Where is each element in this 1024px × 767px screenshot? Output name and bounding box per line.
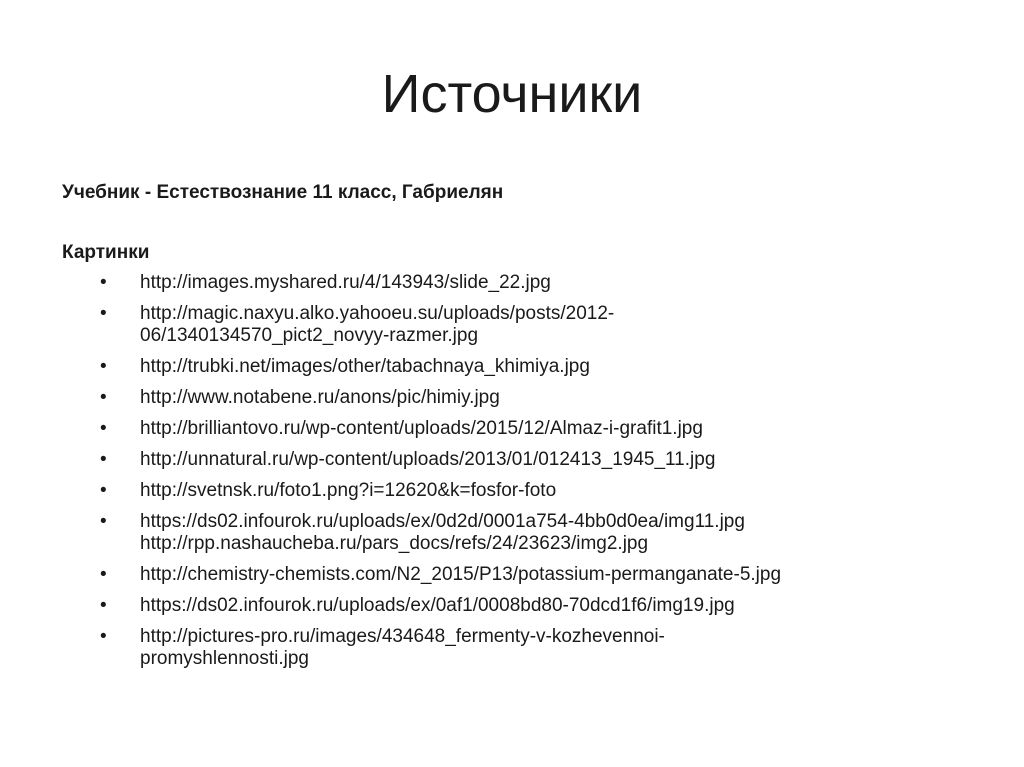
bullet-icon: •	[100, 564, 107, 585]
source-url-text: http://unnatural.ru/wp-content/uploads/2013/01/012413_1945_11.jpg	[140, 449, 716, 470]
source-list-item	[62, 418, 972, 440]
source-url-text: https://ds02.infourok.ru/uploads/ex/0af1/0008bd80-70dcd1f6/img19.jpg	[140, 595, 735, 616]
source-url-text: http://www.notabene.ru/anons/pic/himiy.jpg	[140, 387, 500, 408]
source-list-item	[62, 272, 972, 294]
bullet-icon: •	[100, 480, 107, 501]
source-list-item	[62, 480, 972, 502]
source-url-text: http://images.myshared.ru/4/143943/slide_22.jpg	[140, 272, 551, 293]
source-list-item	[62, 511, 972, 555]
sources-list	[62, 272, 982, 670]
source-url-text: http://svetnsk.ru/foto1.png?i=12620&k=fosfor-foto	[140, 480, 557, 501]
bullet-icon: •	[100, 303, 107, 324]
pictures-heading: Картинки	[62, 242, 150, 263]
bullet-icon: •	[100, 595, 107, 616]
slide-title: Источники	[381, 64, 643, 124]
bullet-icon: •	[100, 272, 107, 293]
bullet-icon: •	[100, 356, 107, 377]
bullet-icon: •	[100, 626, 107, 647]
source-url-text: http://brilliantovo.ru/wp-content/uploads/2015/12/Almaz-i-grafit1.jpg	[140, 418, 703, 439]
source-list-item	[62, 449, 972, 471]
source-url-text: http://magic.naxyu.alko.yahooeu.su/uploads/posts/2012-	[140, 303, 615, 324]
source-url-text: promyshlennosti.jpg	[140, 648, 309, 669]
bullet-icon: •	[100, 418, 107, 439]
source-list-item	[62, 595, 972, 617]
source-url-text: 06/1340134570_pict2_novyy-razmer.jpg	[140, 325, 479, 346]
source-url-text: https://ds02.infourok.ru/uploads/ex/0d2d/0001a754-4bb0d0ea/img11.jpg	[140, 511, 745, 532]
source-url-text: http://chemistry-chemists.com/N2_2015/P13/potassium-permanganate-5.jpg	[140, 564, 782, 585]
source-url-text: http://pictures-pro.ru/images/434648_fermenty-v-kozhevennoi-	[140, 626, 665, 647]
source-list-item	[62, 564, 972, 586]
textbook-reference: Учебник - Естествознание 11 класс, Габриелян	[62, 182, 504, 203]
bullet-icon: •	[100, 387, 107, 408]
source-url-text: http://trubki.net/images/other/tabachnaya_khimiya.jpg	[140, 356, 590, 377]
slide-content	[62, 180, 982, 679]
source-list-item	[62, 303, 972, 347]
source-list-item	[62, 356, 972, 378]
bullet-icon: •	[100, 511, 107, 532]
source-url-text: http://rpp.nashaucheba.ru/pars_docs/refs/24/23623/img2.jpg	[140, 533, 649, 554]
source-list-item	[62, 626, 972, 670]
bullet-icon: •	[100, 449, 107, 470]
source-list-item	[62, 387, 972, 409]
